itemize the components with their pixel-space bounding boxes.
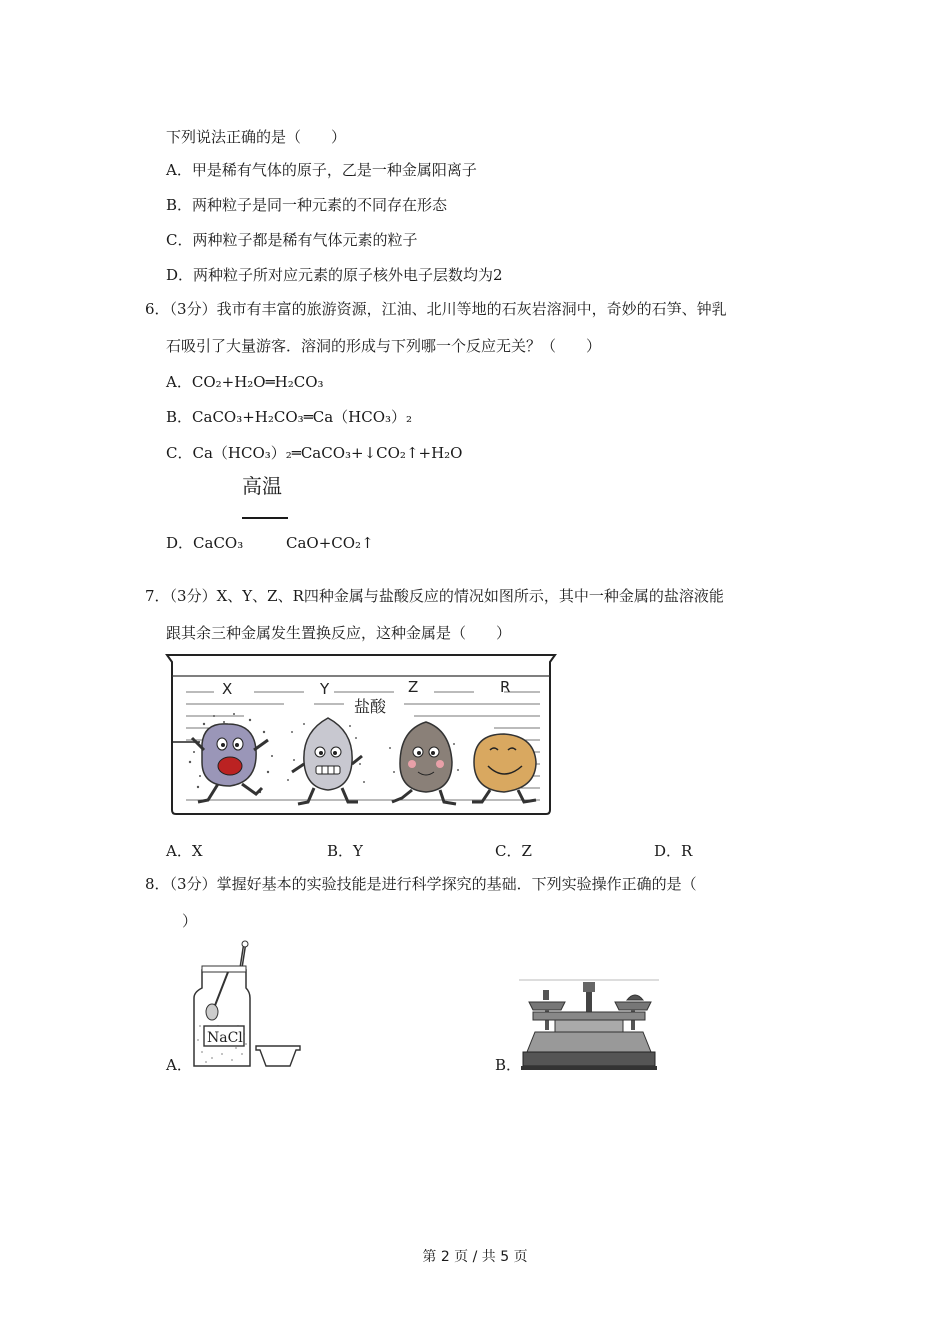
q8-balance-figure [519, 976, 661, 1072]
q6-option-d-label: D． [166, 534, 194, 552]
bottle-stopper-dish [256, 1046, 300, 1066]
q8-option-b-label: B． [495, 1056, 522, 1074]
balance-base-foot [521, 1066, 657, 1070]
q6-option-d [166, 533, 243, 553]
q5-option-a: A．甲是稀有气体的原子，乙是一种金属阳离子 [166, 161, 477, 179]
bottle-label-text: NaCl [207, 1030, 243, 1046]
q6-option-d-condition: 高温 [242, 474, 282, 498]
q8-stem-line2: ） [182, 912, 198, 930]
balance-pointer-head [583, 982, 595, 992]
q7-beaker-figure [164, 652, 558, 817]
metal-z-character [389, 722, 459, 804]
q6-option-b-label: B． [166, 408, 193, 426]
metal-label-r: R [500, 678, 511, 696]
q7-stem-line2: 跟其余三种金属发生置换反应，这种金属是（ ） [166, 624, 512, 642]
metal-r-character [472, 734, 536, 802]
q6-option-c-label: C． [166, 444, 193, 462]
metal-label-z: Z [408, 678, 419, 696]
q5-stem: 下列说法正确的是（ ） [166, 128, 347, 146]
q7-option-c: C．Z [495, 842, 532, 860]
q6-option-c [166, 443, 462, 463]
q6-option-d-right: CaO+CO₂↑ [286, 534, 374, 552]
q6-option-d-arrow-line [242, 517, 288, 519]
q6-option-a [166, 372, 324, 392]
q7-option-d: D．R [654, 842, 693, 860]
q6-stem-line2: 石吸引了大量游客．溶洞的形成与下列哪一个反应无关？（ ） [166, 337, 602, 355]
q6-option-b-equation: CaCO₃+H₂CO₃═Ca（HCO₃）₂ [192, 408, 413, 426]
q6-option-a-label: A． [166, 373, 192, 391]
spoon-tip [242, 941, 248, 947]
q6-option-d-left: CaCO₃ [193, 534, 244, 552]
metal-y-character [287, 718, 365, 804]
q7-option-a: A．X [166, 842, 203, 860]
metal-x-character [189, 713, 273, 802]
balance-scale-plate [555, 1020, 623, 1032]
q7-stem-line1: 7．（3分）X、Y、Z、R四种金属与盐酸反应的情况如图所示，其中一种金属的盐溶液能 [145, 587, 724, 605]
page-footer: 第 2 页 / 共 5 页 [422, 1249, 528, 1265]
q5-option-d: D．两种粒子所对应元素的原子核外电子层数均为2 [166, 266, 503, 284]
balance-right-pan [615, 1002, 651, 1010]
q8-option-a-label: A． [166, 1056, 192, 1074]
metal-label-y: Y [320, 680, 330, 698]
balance-base-top [527, 1032, 651, 1052]
q8-nacl-bottle-figure [188, 940, 304, 1070]
spoon-bowl [206, 1004, 218, 1020]
q5-option-c: C．两种粒子都是稀有气体元素的粒子 [166, 231, 418, 249]
q7-option-b: B．Y [327, 842, 363, 860]
metal-label-x: X [222, 680, 233, 698]
q5-option-b: B．两种粒子是同一种元素的不同存在形态 [166, 196, 448, 214]
q6-stem-line1: 6．（3分）我市有丰富的旅游资源，江油、北川等地的石灰岩溶洞中，奇妙的石笋、钟乳 [145, 300, 727, 318]
bottle-neck [202, 966, 246, 972]
liquid-label: 盐酸 [354, 697, 387, 716]
q6-option-c-equation: Ca（HCO₃）₂═CaCO₃+↓CO₂↑+H₂O [192, 444, 463, 462]
balance-substance [627, 995, 643, 1000]
balance-left-pan [529, 1002, 565, 1010]
balance-weight [543, 990, 549, 1000]
q6-option-a-equation: CO₂+H₂O═H₂CO₃ [191, 373, 324, 391]
balance-beam [533, 1012, 645, 1020]
balance-base [523, 1052, 655, 1066]
q8-stem-line1: 8．（3分）掌握好基本的实验技能是进行科学探究的基础．下列实验操作正确的是（ [145, 875, 697, 893]
q6-option-b [166, 407, 412, 427]
